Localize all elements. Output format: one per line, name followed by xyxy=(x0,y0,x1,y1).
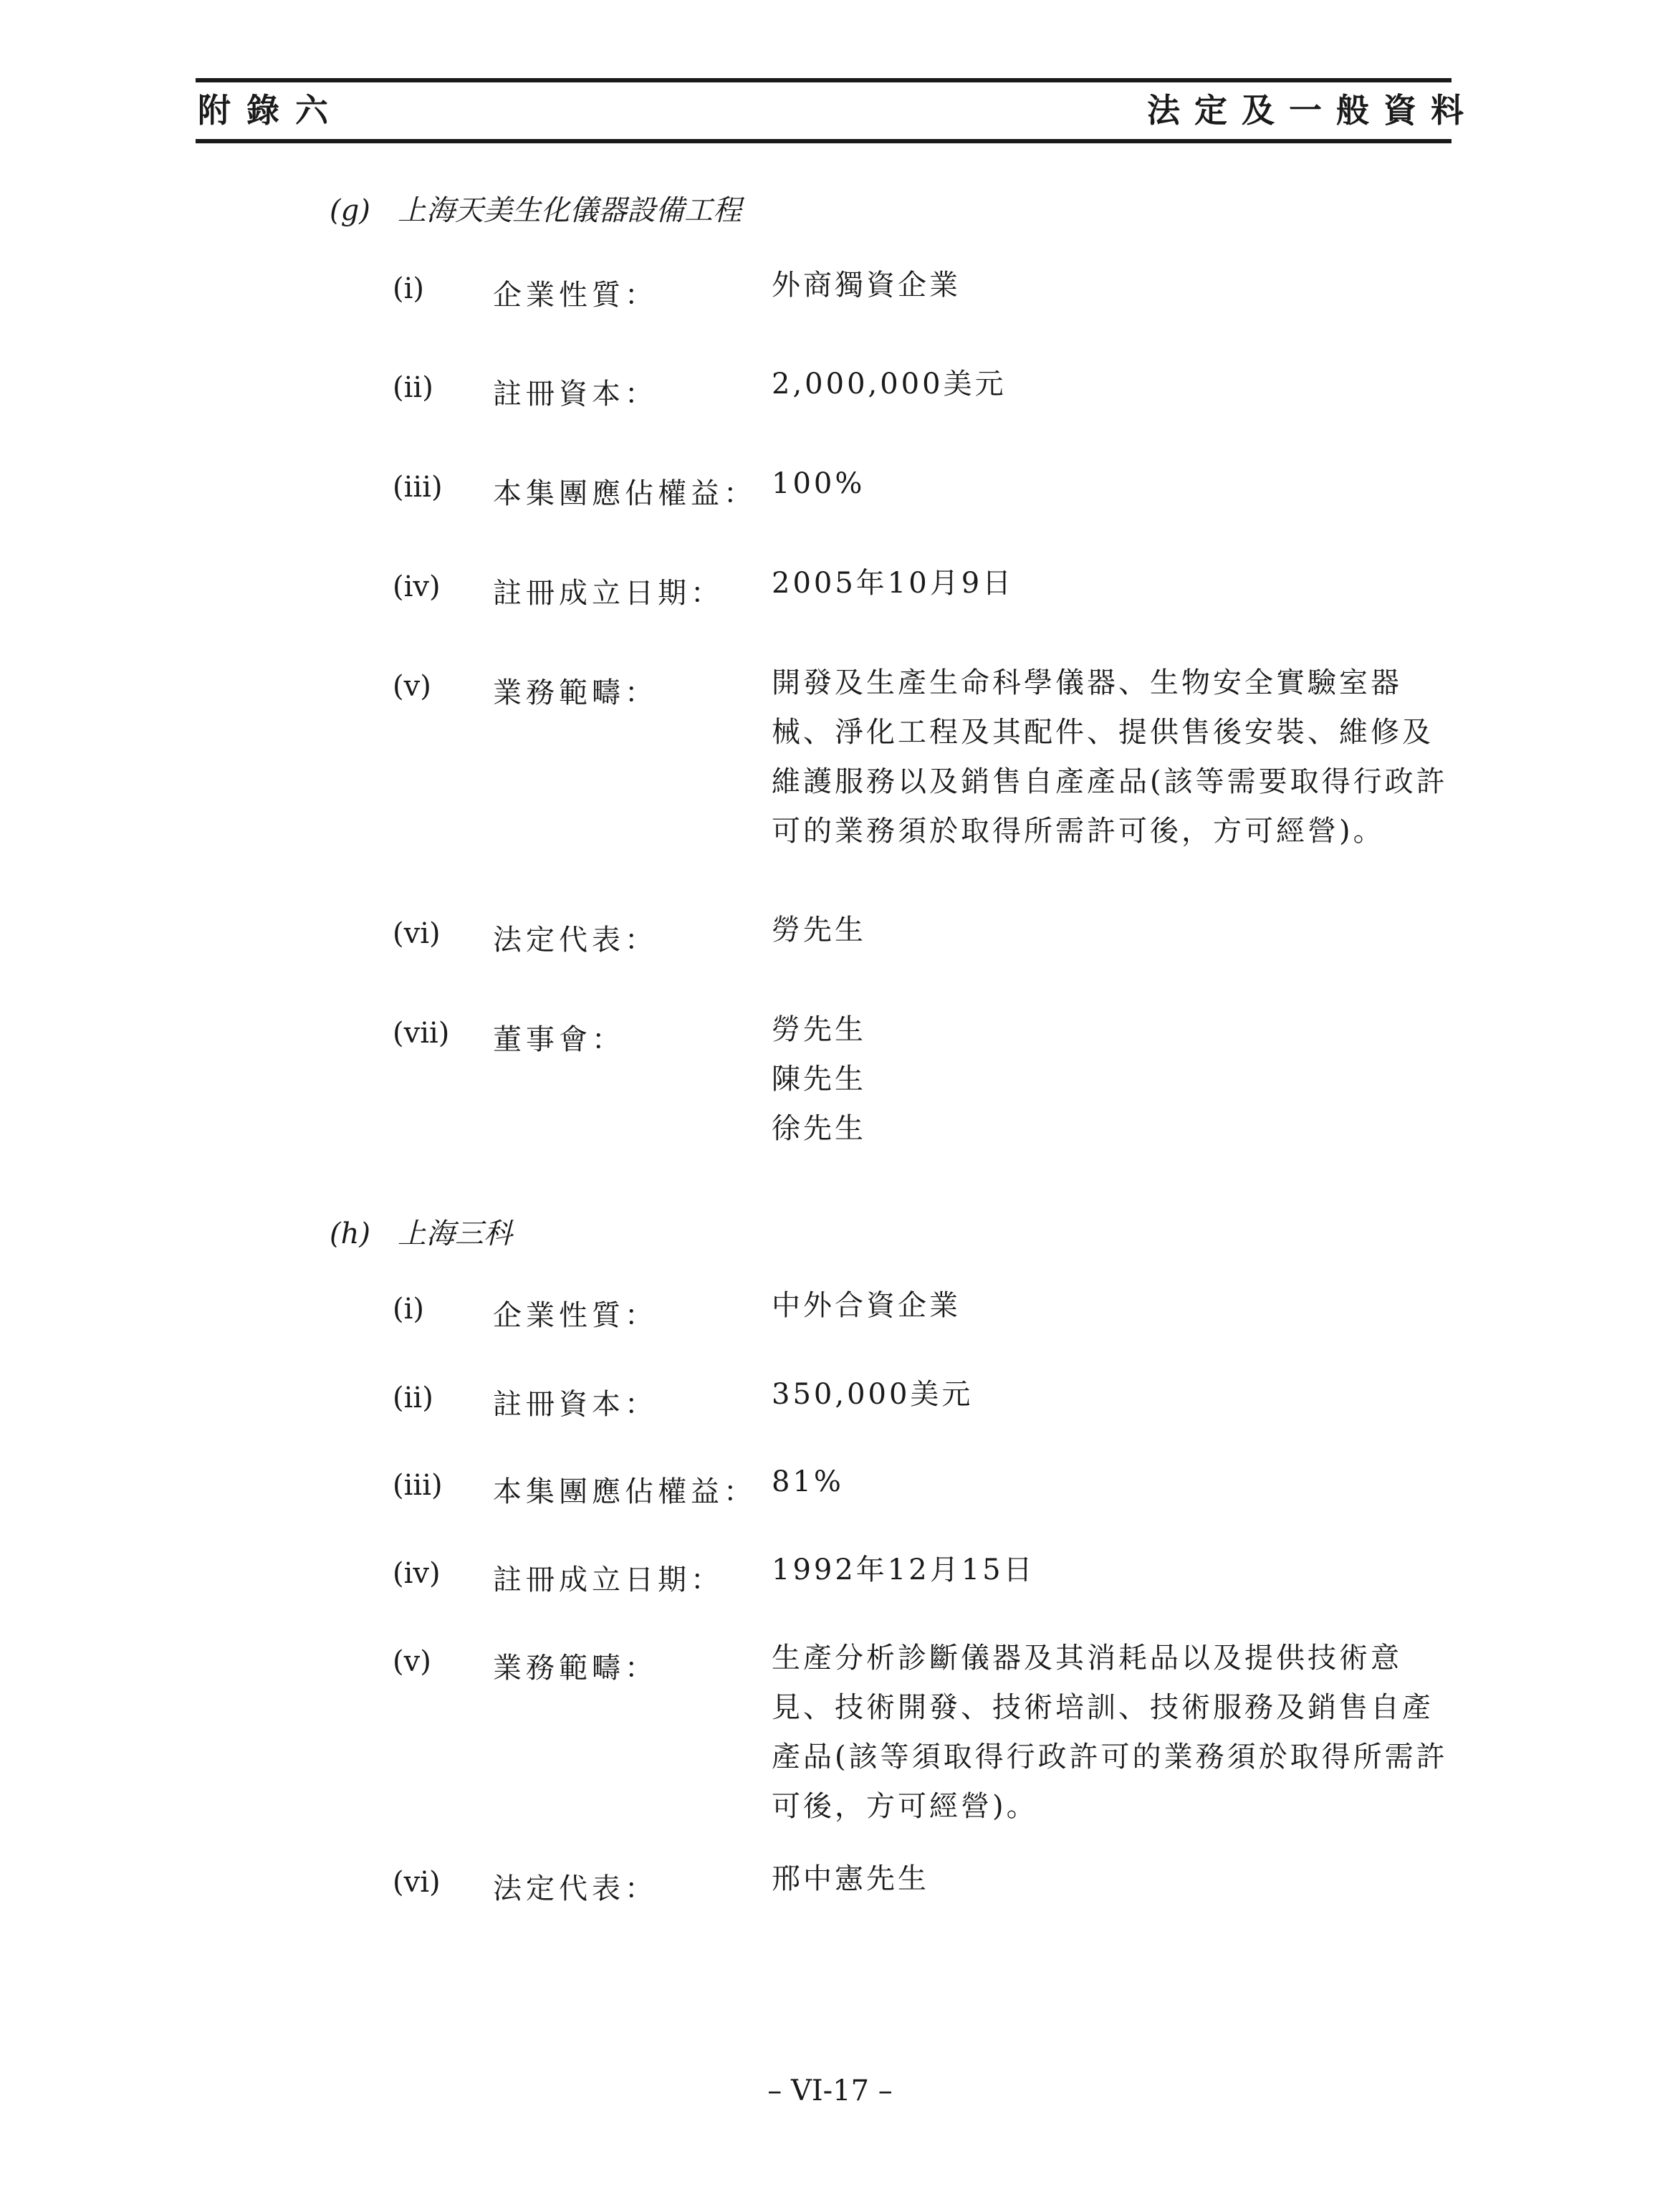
item-number: (iv) xyxy=(393,570,441,603)
field-value: 邢中憲先生 xyxy=(772,1862,929,1895)
field-label: 註冊成立日期： xyxy=(493,1564,724,1596)
field-label: 註冊資本： xyxy=(493,378,658,411)
item-number: (ii) xyxy=(393,371,433,404)
item-number: (vii) xyxy=(393,1017,450,1050)
item-number: (ii) xyxy=(393,1382,433,1414)
field-value: 外商獨資企業 xyxy=(772,269,961,302)
field-label: 企業性質： xyxy=(493,1299,658,1332)
subsidiary-name: 上海三科 xyxy=(398,1217,512,1250)
field-label: 法定代表： xyxy=(493,924,658,957)
item-number: (vi) xyxy=(393,1866,441,1899)
header-top-rule xyxy=(196,78,1452,82)
field-value: 81% xyxy=(772,1465,844,1498)
item-number: (v) xyxy=(393,670,431,703)
field-value: 中外合資企業 xyxy=(772,1289,961,1322)
field-label: 法定代表： xyxy=(493,1872,658,1905)
field-label: 董事會： xyxy=(493,1023,625,1056)
field-label: 註冊資本： xyxy=(493,1388,658,1421)
field-label: 註冊成立日期： xyxy=(493,577,724,610)
field-label: 業務範疇： xyxy=(493,1652,658,1685)
field-value: 350,000美元 xyxy=(772,1378,974,1411)
item-number: (iii) xyxy=(393,1469,443,1502)
page-number: – VI-17 – xyxy=(767,2074,893,2107)
subsidiary-name: 上海天美生化儀器設備工程 xyxy=(398,194,742,227)
field-value: 1992年12月15日 xyxy=(772,1553,1035,1586)
field-value: 2,000,000美元 xyxy=(772,368,1007,401)
field-value: 100% xyxy=(772,467,865,500)
item-number: (v) xyxy=(393,1645,431,1678)
item-number: (iv) xyxy=(393,1557,441,1590)
item-number: (iii) xyxy=(393,471,443,504)
field-value: 生產分析診斷儀器及其消耗品以及提供技術意 見、技術開發、技術培訓、技術服務及銷售自產 產品(該等須取得行政許可的業務須於取得所需許 可後，方可經營)。 xyxy=(772,1642,1448,1823)
subsidiary-heading-g xyxy=(330,188,742,229)
subsidiary-letter: (h) xyxy=(330,1217,370,1250)
item-number: (i) xyxy=(393,272,425,305)
header-bottom-rule xyxy=(196,139,1452,143)
field-label: 業務範疇： xyxy=(493,676,658,709)
field-label: 本集團應佔權益： xyxy=(493,477,757,510)
field-label: 企業性質： xyxy=(493,279,658,312)
subsidiary-heading-h xyxy=(330,1211,512,1252)
appendix-title: 附錄六 xyxy=(198,91,344,130)
subsidiary-letter: (g) xyxy=(330,194,370,227)
field-value: 勞先生 陳先生 徐先生 xyxy=(772,1013,866,1145)
field-value: 2005年10月9日 xyxy=(772,567,1014,600)
field-value: 勞先生 xyxy=(772,914,866,947)
field-value: 開發及生產生命科學儀器、生物安全實驗室器 械、淨化工程及其配件、提供售後安裝、維修及 維護服務以及銷售自產產品(該等需要取得行政許 可的業務須於取得所需許可後，方可經營)。 xyxy=(772,666,1448,848)
section-heading: 法定及一般資料 xyxy=(1147,91,1478,130)
item-number: (vi) xyxy=(393,917,441,950)
item-number: (i) xyxy=(393,1293,425,1326)
field-label: 本集團應佔權益： xyxy=(493,1475,757,1508)
